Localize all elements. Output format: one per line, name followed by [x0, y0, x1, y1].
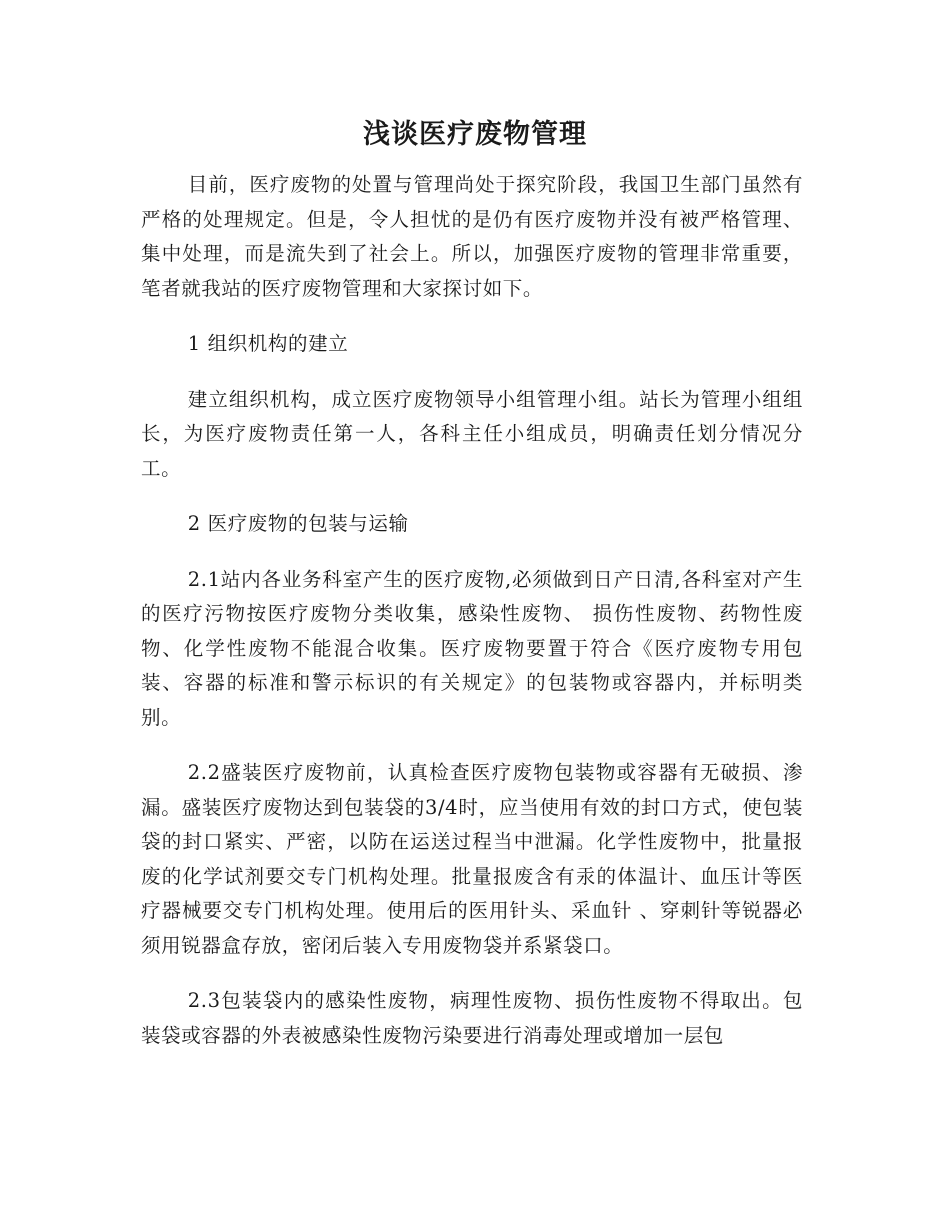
section-2-1-paragraph: 2.1站内各业务科室产生的医疗废物,必须做到日产日清,各科室对产生的医疗污物按医疗废物分类收集，感染性废物、 损伤性废物、药物性废物、化学性废物不能混合收集。医疗废物要置于符合《医疗废物专用包装、容器的标准和警示标识的有关规定》的包装物或容器内，并标明类别。	[141, 567, 803, 729]
document-body	[141, 168, 803, 1074]
section-2-3-paragraph: 2.3包装袋内的感染性废物，病理性废物、损伤性废物不得取出。包装袋或容器的外表被感染性废物污染要进行消毒处理或增加一层包	[141, 989, 803, 1047]
intro-paragraph: 目前，医疗废物的处置与管理尚处于探究阶段，我国卫生部门虽然有严格的处理规定。但是，令人担忧的是仍有医疗废物并没有被严格管理、集中处理，而是流失到了社会上。所以，加强医疗废物的管理非常重要，笔者就我站的医疗废物管理和大家探讨如下。	[141, 173, 803, 300]
document-title: 浅谈医疗废物管理	[363, 119, 587, 150]
section-2-heading: 2 医疗废物的包装与运输	[187, 512, 409, 535]
section-1-heading: 1 组织机构的建立	[187, 332, 349, 355]
section-2-2-paragraph: 2.2盛装医疗废物前，认真检查医疗废物包装物或容器有无破损、渗漏。盛装医疗废物达到包装袋的3/4时，应当使用有效的封口方式，使包装袋的封口紧实、严密，以防在运送过程当中泄漏。化学性废物中，批量报废的化学试剂要交专门机构处理。批量报废含有汞的体温计、血压计等医疗器械要交专门机构处理。使用后的医用针头、采血针 、穿刺针等锐器必须用锐器盒存放，密闭后装入专用废物袋并系紧袋口。	[141, 761, 803, 957]
section-1-paragraph: 建立组织机构，成立医疗废物领导小组管理小组。站长为管理小组组长，为医疗废物责任第一人，各科主任小组成员，明确责任划分情况分工。	[141, 387, 803, 480]
